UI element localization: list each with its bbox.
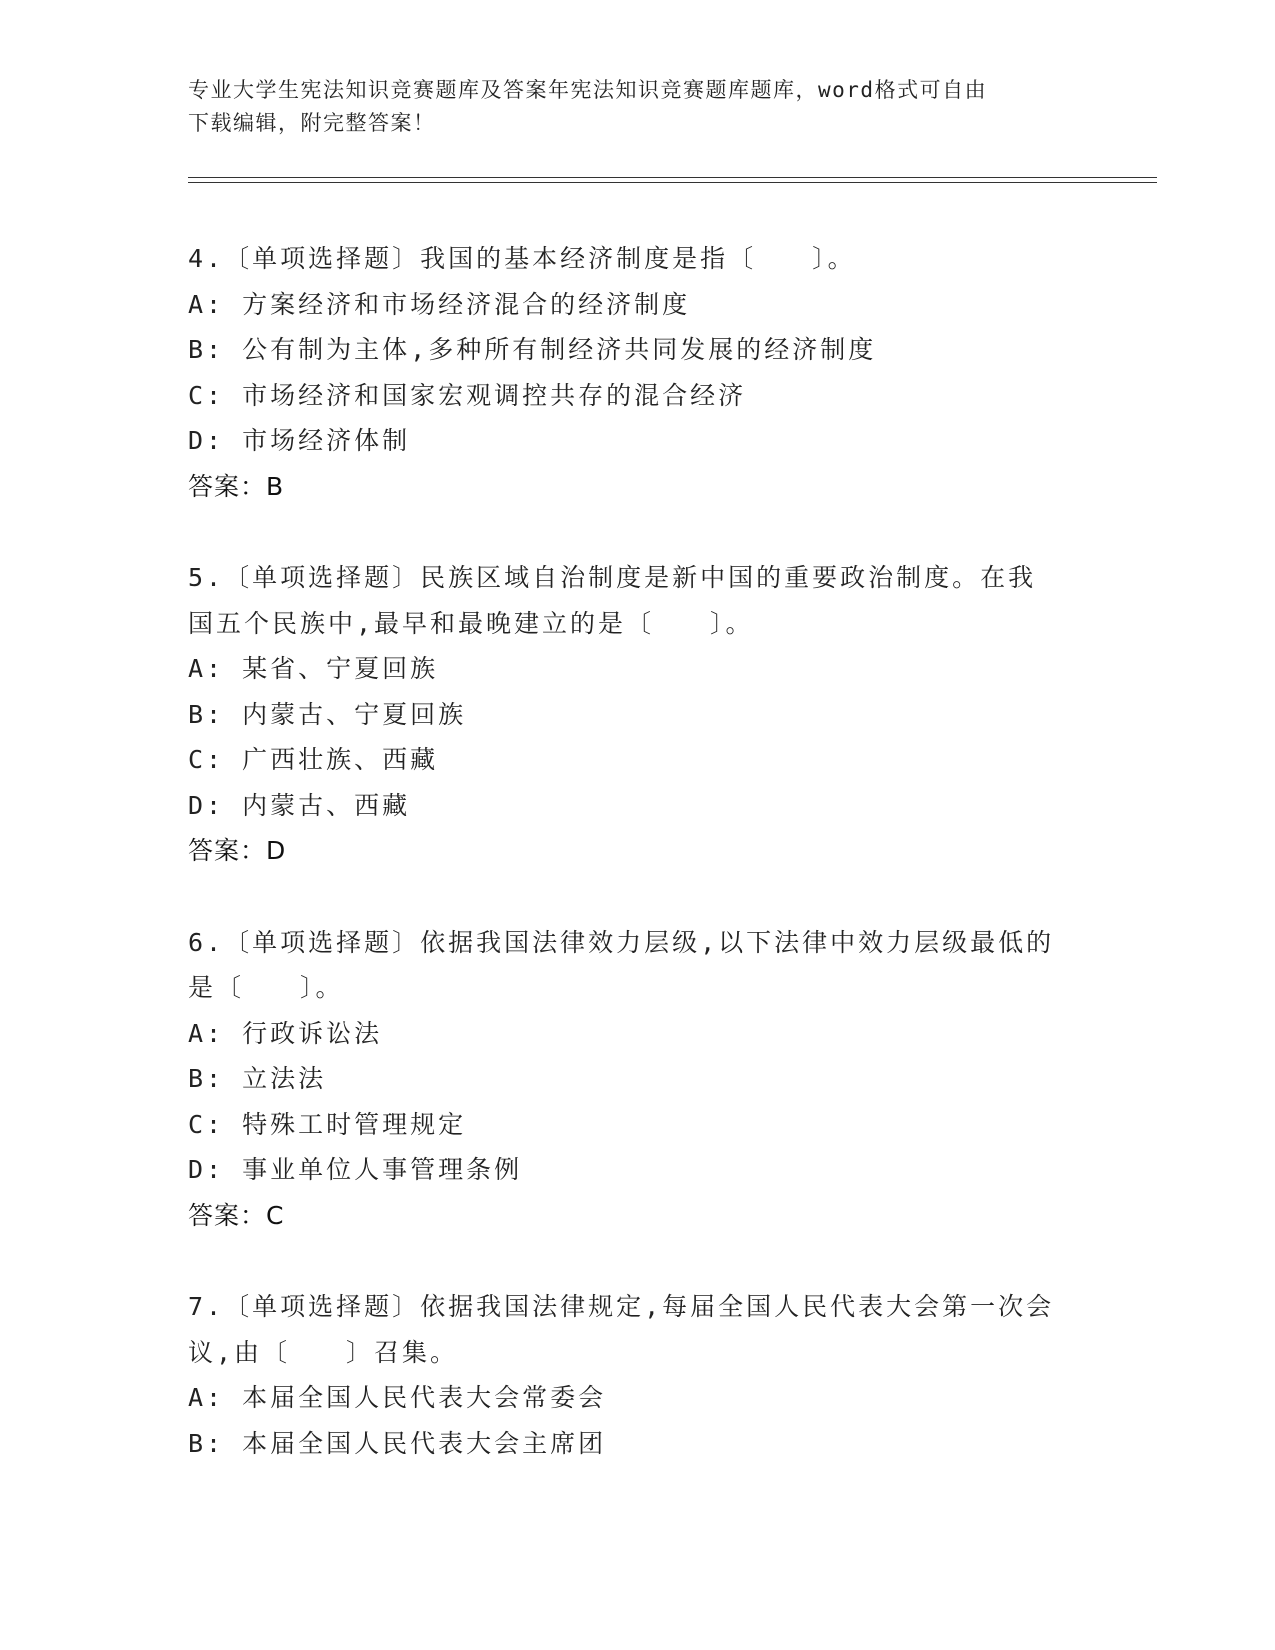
option-c: C: 特殊工时管理规定 [188,1109,467,1139]
option-a: A: 方案经济和市场经济混合的经济制度 [188,289,691,319]
header-line-2: 下载编辑，附完整答案！ [188,111,436,135]
header-line-1: 专业大学生宪法知识竞赛题库及答案年宪法知识竞赛题库题库，word格式可自由 [188,78,988,102]
question-text: 6.〔单项选择题〕依据我国法律效力层级,以下法律中效力层级最低的 [188,927,1055,957]
answer-text: 答案：D [188,836,287,865]
question-text: 7.〔单项选择题〕依据我国法律规定,每届全国人民代表大会第一次会 [188,1292,1055,1321]
option-d: D: 内蒙古、西藏 [188,790,411,820]
option-a: A: 本届全国人民代表大会常委会 [188,1383,607,1412]
question-text: 4.〔单项选择题〕我国的基本经济制度是指〔 〕。 [188,244,856,273]
option-a: A: 行政诉讼法 [188,1018,383,1048]
answer-text: 答案：B [188,471,285,501]
answer-text: 答案：C [188,1200,285,1230]
question-text-continued: 是〔 〕。 [188,973,344,1002]
option-d: D: 事业单位人事管理条例 [188,1155,523,1184]
question-text-continued: 国五个民族中,最早和最晚建立的是〔 〕。 [188,608,754,638]
option-a: A: 某省、宁夏回族 [188,654,439,683]
option-b: B: 立法法 [188,1064,327,1093]
question-6 [188,920,1088,1239]
header-divider-top [188,177,1157,178]
question-text-continued: 议,由〔 〕召集。 [188,1337,459,1367]
question-4 [188,236,1088,509]
question-text: 5.〔单项选择题〕民族区域自治制度是新中国的重要政治制度。在我 [188,563,1037,592]
option-d: D: 市场经济体制 [188,426,411,455]
option-b: B: 本届全国人民代表大会主席团 [188,1428,607,1458]
question-list [188,236,1088,1512]
question-5 [188,555,1088,874]
option-b: B: 内蒙古、宁夏回族 [188,699,467,729]
option-c: C: 市场经济和国家宏观调控共存的混合经济 [188,380,747,410]
option-c: C: 广西壮族、西藏 [188,745,439,774]
header-divider-bottom [188,182,1157,183]
question-7 [188,1284,1088,1466]
option-b: B: 公有制为主体,多种所有制经济共同发展的经济制度 [188,335,877,364]
document-header [188,74,1088,140]
